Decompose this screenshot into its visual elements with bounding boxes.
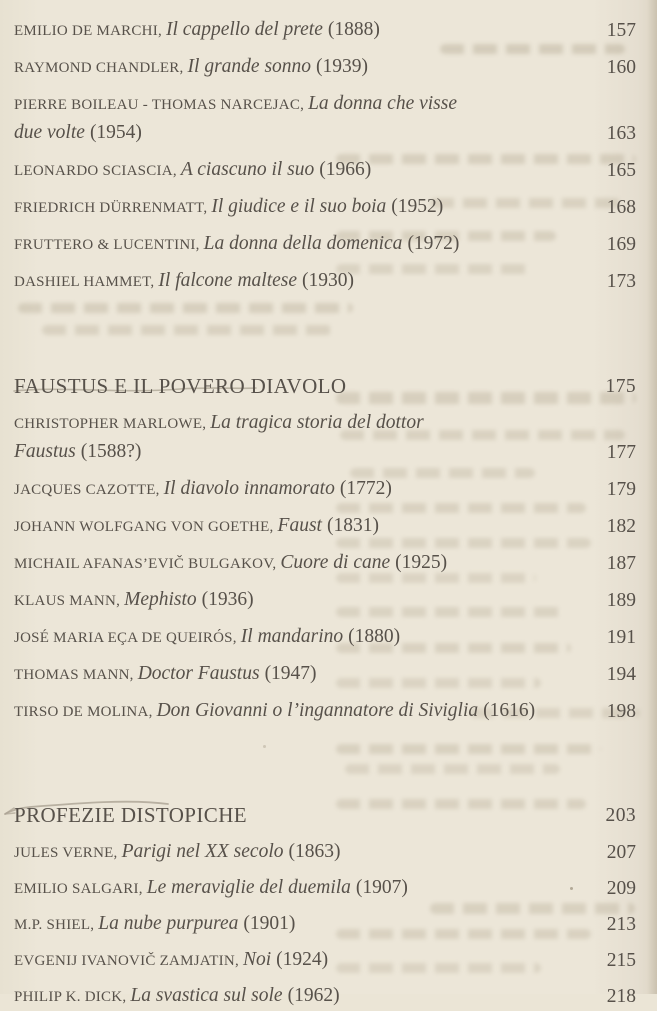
entry-year: (1907) [355, 877, 408, 898]
entry-year: (1962) [287, 985, 340, 1006]
toc-section [14, 800, 636, 1011]
entry-year: (1616) [483, 700, 536, 721]
entry-page-number: 215 [606, 950, 636, 971]
page-edge-shadow [647, 0, 657, 994]
entry-page-number: 207 [606, 842, 636, 863]
entry-text [14, 53, 368, 82]
section-heading [14, 800, 636, 830]
entry-text [14, 90, 457, 148]
entry-author: CHRISTOPHER MARLOWE, [14, 416, 207, 432]
entry-title: La tragica storia del dottor [210, 412, 424, 433]
entry-title: A ciascuno il suo [180, 159, 315, 180]
entry-text [14, 946, 328, 975]
section-page-number: 175 [605, 376, 636, 397]
entry-page-number: 189 [606, 590, 636, 611]
entry-page-number: 163 [606, 123, 636, 144]
entry-title-continued: Faustus [14, 441, 76, 462]
entry-page-number: 169 [606, 234, 636, 255]
toc-entry [14, 838, 636, 867]
entry-author: PIERRE BOILEAU - THOMAS NARCEJAC, [14, 97, 305, 113]
entry-title: Il falcone maltese [158, 270, 298, 291]
toc-list [14, 16, 636, 1011]
entry-author: FRUTTERO & LUCENTINI, [14, 237, 200, 253]
entry-author: PHILIP K. DICK, [14, 989, 127, 1005]
entry-title: Parigi nel XX secolo [121, 841, 284, 862]
entry-title: Le meraviglie del duemila [146, 877, 351, 898]
entry-title: Noi [242, 949, 272, 970]
entry-title: Il giudice e il suo boia [211, 196, 387, 217]
toc-section [14, 371, 636, 726]
entry-page-number: 218 [606, 986, 636, 1007]
entry-title: Faust [277, 515, 322, 536]
entry-author: JOSÉ MARIA EÇA DE QUEIRÓS, [14, 630, 237, 646]
entry-page-number: 187 [606, 553, 636, 574]
entry-title: Mephisto [124, 589, 197, 610]
entry-author: KLAUS MANN, [14, 593, 121, 609]
entry-text [14, 230, 459, 259]
section-heading-label: FAUSTUS E IL POVERO DIAVOLO [14, 374, 347, 398]
toc-entry [14, 409, 636, 467]
entry-title-continued: due volte [14, 122, 85, 143]
entry-year: (1924) [276, 949, 329, 970]
entry-author: FRIEDRICH DÜRRENMATT, [14, 200, 208, 216]
toc-entry [14, 193, 636, 222]
entry-author: EMILIO SALGARI, [14, 881, 143, 897]
entry-author: LEONARDO SCIASCIA, [14, 163, 177, 179]
entry-text [14, 660, 317, 689]
toc-entry [14, 230, 636, 259]
entry-page-number: 182 [606, 516, 636, 537]
entry-title: Il grande sonno [187, 56, 312, 77]
entry-page-number: 198 [606, 701, 636, 722]
toc-section [14, 16, 636, 296]
entry-text [14, 16, 380, 45]
entry-text [14, 475, 392, 504]
entry-author: M.P. SHIEL, [14, 917, 95, 933]
entry-year: (1939) [316, 56, 369, 77]
entry-text [14, 874, 408, 903]
toc-entry [14, 549, 636, 578]
entry-title: La donna della domenica [203, 233, 403, 254]
entry-author: RAYMOND CHANDLER, [14, 60, 184, 76]
entry-author: JOHANN WOLFGANG VON GOETHE, [14, 519, 274, 535]
toc-entry [14, 512, 636, 541]
toc-entry [14, 660, 636, 689]
entry-page-number: 194 [606, 664, 636, 685]
entry-text [14, 623, 400, 652]
entry-text [14, 697, 535, 726]
entry-author: MICHAIL AFANAS’EVIČ BULGAKOV, [14, 556, 277, 572]
entry-year: (1972) [407, 233, 460, 254]
entry-year: (1936) [201, 589, 254, 610]
entry-text [14, 586, 254, 615]
toc-entry [14, 475, 636, 504]
entry-page-number: 173 [606, 271, 636, 292]
section-page-number: 203 [605, 805, 636, 826]
toc-entry [14, 874, 636, 903]
entry-year: (1925) [395, 552, 448, 573]
entry-text [14, 409, 424, 467]
entry-title: La nube purpurea [98, 913, 239, 934]
entry-author: JACQUES CAZOTTE, [14, 482, 160, 498]
entry-title: Cuore di cane [280, 552, 391, 573]
entry-author: EVGENIJ IVANOVIČ ZAMJATIN, [14, 953, 239, 969]
entry-year: (1966) [319, 159, 372, 180]
toc-entry [14, 267, 636, 296]
entry-title: Don Giovanni o l’ingannatore di Siviglia [156, 700, 479, 721]
toc-entry [14, 982, 636, 1011]
toc-entry [14, 623, 636, 652]
entry-text [14, 156, 371, 185]
entry-year: (1947) [264, 663, 317, 684]
entry-title: La donna che visse [308, 93, 458, 114]
toc-entry [14, 697, 636, 726]
entry-page-number: 213 [606, 914, 636, 935]
entry-year: (1952) [391, 196, 444, 217]
toc-entry [14, 910, 636, 939]
entry-text [14, 267, 354, 296]
entry-page-number: 157 [606, 20, 636, 41]
entry-year: (1901) [243, 913, 296, 934]
toc-entry [14, 90, 636, 148]
entry-author: THOMAS MANN, [14, 667, 134, 683]
entry-page-number: 179 [606, 479, 636, 500]
entry-year: (1954) [89, 122, 142, 143]
entry-page-number: 168 [606, 197, 636, 218]
entry-author: DASHIEL HAMMET, [14, 274, 155, 290]
toc-entry [14, 946, 636, 975]
entry-text [14, 549, 447, 578]
entry-text [14, 982, 340, 1011]
section-heading-label: PROFEZIE DISTOPICHE [14, 803, 247, 827]
toc-entry [14, 16, 636, 45]
entry-text [14, 193, 443, 222]
toc-entry [14, 53, 636, 82]
entry-year: (1588?) [80, 441, 142, 462]
toc-entry [14, 586, 636, 615]
entry-page-number: 177 [606, 442, 636, 463]
entry-page-number: 160 [606, 57, 636, 78]
entry-year: (1888) [327, 19, 380, 40]
entry-author: TIRSO DE MOLINA, [14, 704, 153, 720]
entry-year: (1880) [348, 626, 401, 647]
entry-author: EMILIO DE MARCHI, [14, 23, 162, 39]
entry-page-number: 209 [606, 878, 636, 899]
entry-page-number: 165 [606, 160, 636, 181]
toc-entry [14, 156, 636, 185]
entry-title: Doctor Faustus [137, 663, 260, 684]
entry-year: (1831) [326, 515, 379, 536]
entry-year: (1772) [339, 478, 392, 499]
entry-page-number: 191 [606, 627, 636, 648]
entry-title: La svastica sul sole [130, 985, 283, 1006]
entry-author: JULES VERNE, [14, 845, 118, 861]
entry-title: Il diavolo innamorato [163, 478, 335, 499]
entry-text [14, 910, 295, 939]
entry-text [14, 838, 341, 867]
entry-title: Il cappello del prete [166, 19, 323, 40]
entry-year: (1863) [288, 841, 341, 862]
entry-year: (1930) [302, 270, 355, 291]
entry-text [14, 512, 379, 541]
section-heading [14, 371, 636, 401]
entry-title: Il mandarino [240, 626, 344, 647]
